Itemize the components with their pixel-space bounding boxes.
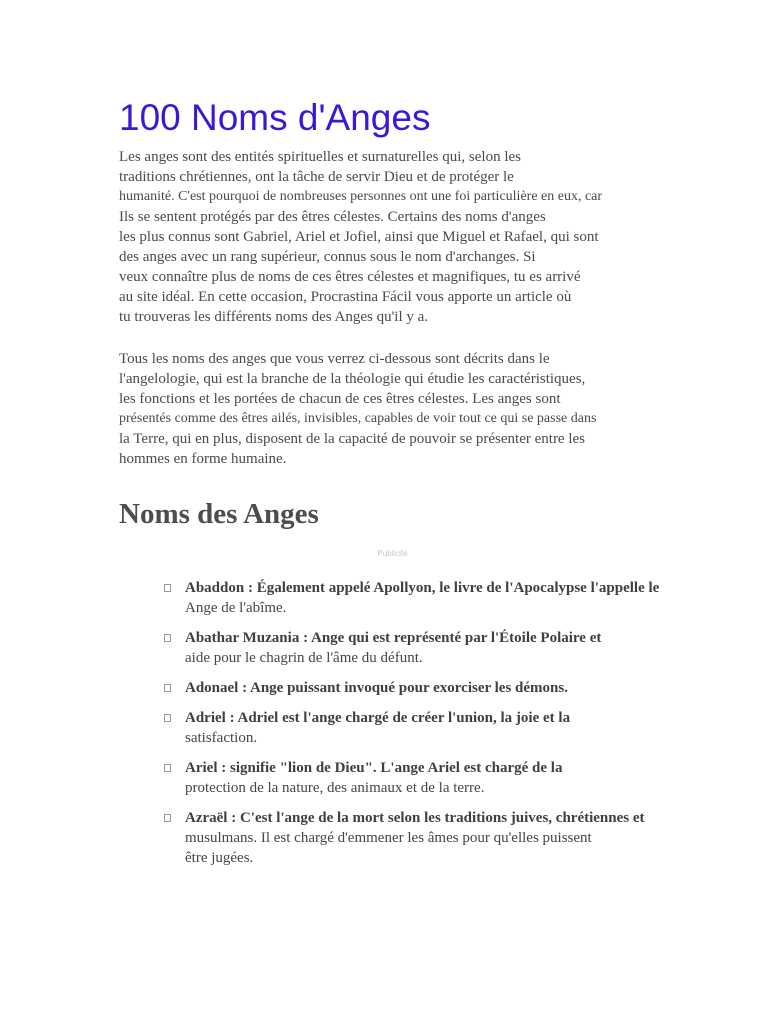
list-item [164, 758, 659, 798]
bullet-box-icon [164, 684, 171, 692]
list-item [164, 578, 659, 618]
list-item [164, 708, 659, 748]
angel-definition: Adriel : Adriel est l'ange chargé de créer l'union, la joie et la [185, 710, 571, 726]
intro-line: Ils se sentent protégés par des êtres célestes. Certains des noms d'anges [119, 209, 546, 225]
angel-definition: Ariel : signifie "lion de Dieu". L'ange Ariel est chargé de la [185, 760, 563, 776]
list-item [164, 628, 659, 668]
intro-line: traditions chrétiennes, ont la tâche de servir Dieu et de protéger le [119, 169, 514, 185]
intro-line: au site idéal. En cette occasion, Procrastina Fácil vous apporte un article où [119, 289, 572, 305]
ad-label: Publicité [377, 549, 408, 558]
angel-list [164, 578, 659, 878]
angel-definition-cont: aide pour le chagrin de l'âme du défunt. [185, 650, 423, 666]
angelology-paragraph [119, 349, 596, 469]
para2-line: la Terre, qui en plus, disposent de la capacité de pouvoir se présenter entre les [119, 431, 586, 447]
intro-line: des anges avec un rang supérieur, connus sous le nom d'archanges. Si [119, 249, 536, 265]
angel-definition: Adonael : Ange puissant invoqué pour exorciser les démons. [185, 680, 568, 696]
angel-definition-cont: protection de la nature, des animaux et de la terre. [185, 780, 485, 796]
intro-line: les plus connus sont Gabriel, Ariel et Jofiel, ainsi que Miguel et Rafael, qui sont [119, 229, 599, 245]
para2-line: l'angelologie, qui est la branche de la théologie qui étudie les caractéristiques, [119, 371, 586, 387]
angel-definition-cont: satisfaction. [185, 730, 258, 746]
intro-line: humanité. C'est pourquoi de nombreuses personnes ont une foi particulière en eux, car [119, 189, 603, 204]
list-item [164, 678, 659, 698]
section-heading: Noms des Anges [119, 498, 319, 530]
angel-definition: Azraël : C'est l'ange de la mort selon les traditions juives, chrétiennes et [185, 810, 645, 826]
bullet-box-icon [164, 584, 171, 592]
angel-definition: Abathar Muzania : Ange qui est représenté par l'Étoile Polaire et [185, 630, 602, 646]
angel-definition-cont: Ange de l'abîme. [185, 600, 287, 616]
list-item [164, 808, 659, 868]
intro-line: veux connaître plus de noms de ces êtres célestes et magnifiques, tu es arrivé [119, 269, 581, 285]
bullet-box-icon [164, 764, 171, 772]
page-title: 100 Noms d'Anges [119, 97, 431, 138]
angel-definition: Abaddon : Également appelé Apollyon, le livre de l'Apocalypse l'appelle le [185, 580, 660, 596]
intro-line: tu trouveras les différents noms des Anges qu'il y a. [119, 309, 429, 325]
angel-definition-cont: être jugées. [185, 850, 254, 866]
bullet-box-icon [164, 714, 171, 722]
bullet-box-icon [164, 814, 171, 822]
para2-line: présentés comme des êtres ailés, invisibles, capables de voir tout ce qui se passe dans [119, 411, 597, 426]
intro-paragraph [119, 147, 602, 327]
para2-line: hommes en forme humaine. [119, 451, 287, 467]
angel-definition-cont: musulmans. Il est chargé d'emmener les âmes pour qu'elles puissent [185, 830, 592, 846]
bullet-box-icon [164, 634, 171, 642]
para2-line: Tous les noms des anges que vous verrez ci-dessous sont décrits dans le [119, 351, 550, 367]
para2-line: les fonctions et les portées de chacun de ces êtres célestes. Les anges sont [119, 391, 561, 407]
intro-line: Les anges sont des entités spirituelles et surnaturelles qui, selon les [119, 149, 521, 165]
